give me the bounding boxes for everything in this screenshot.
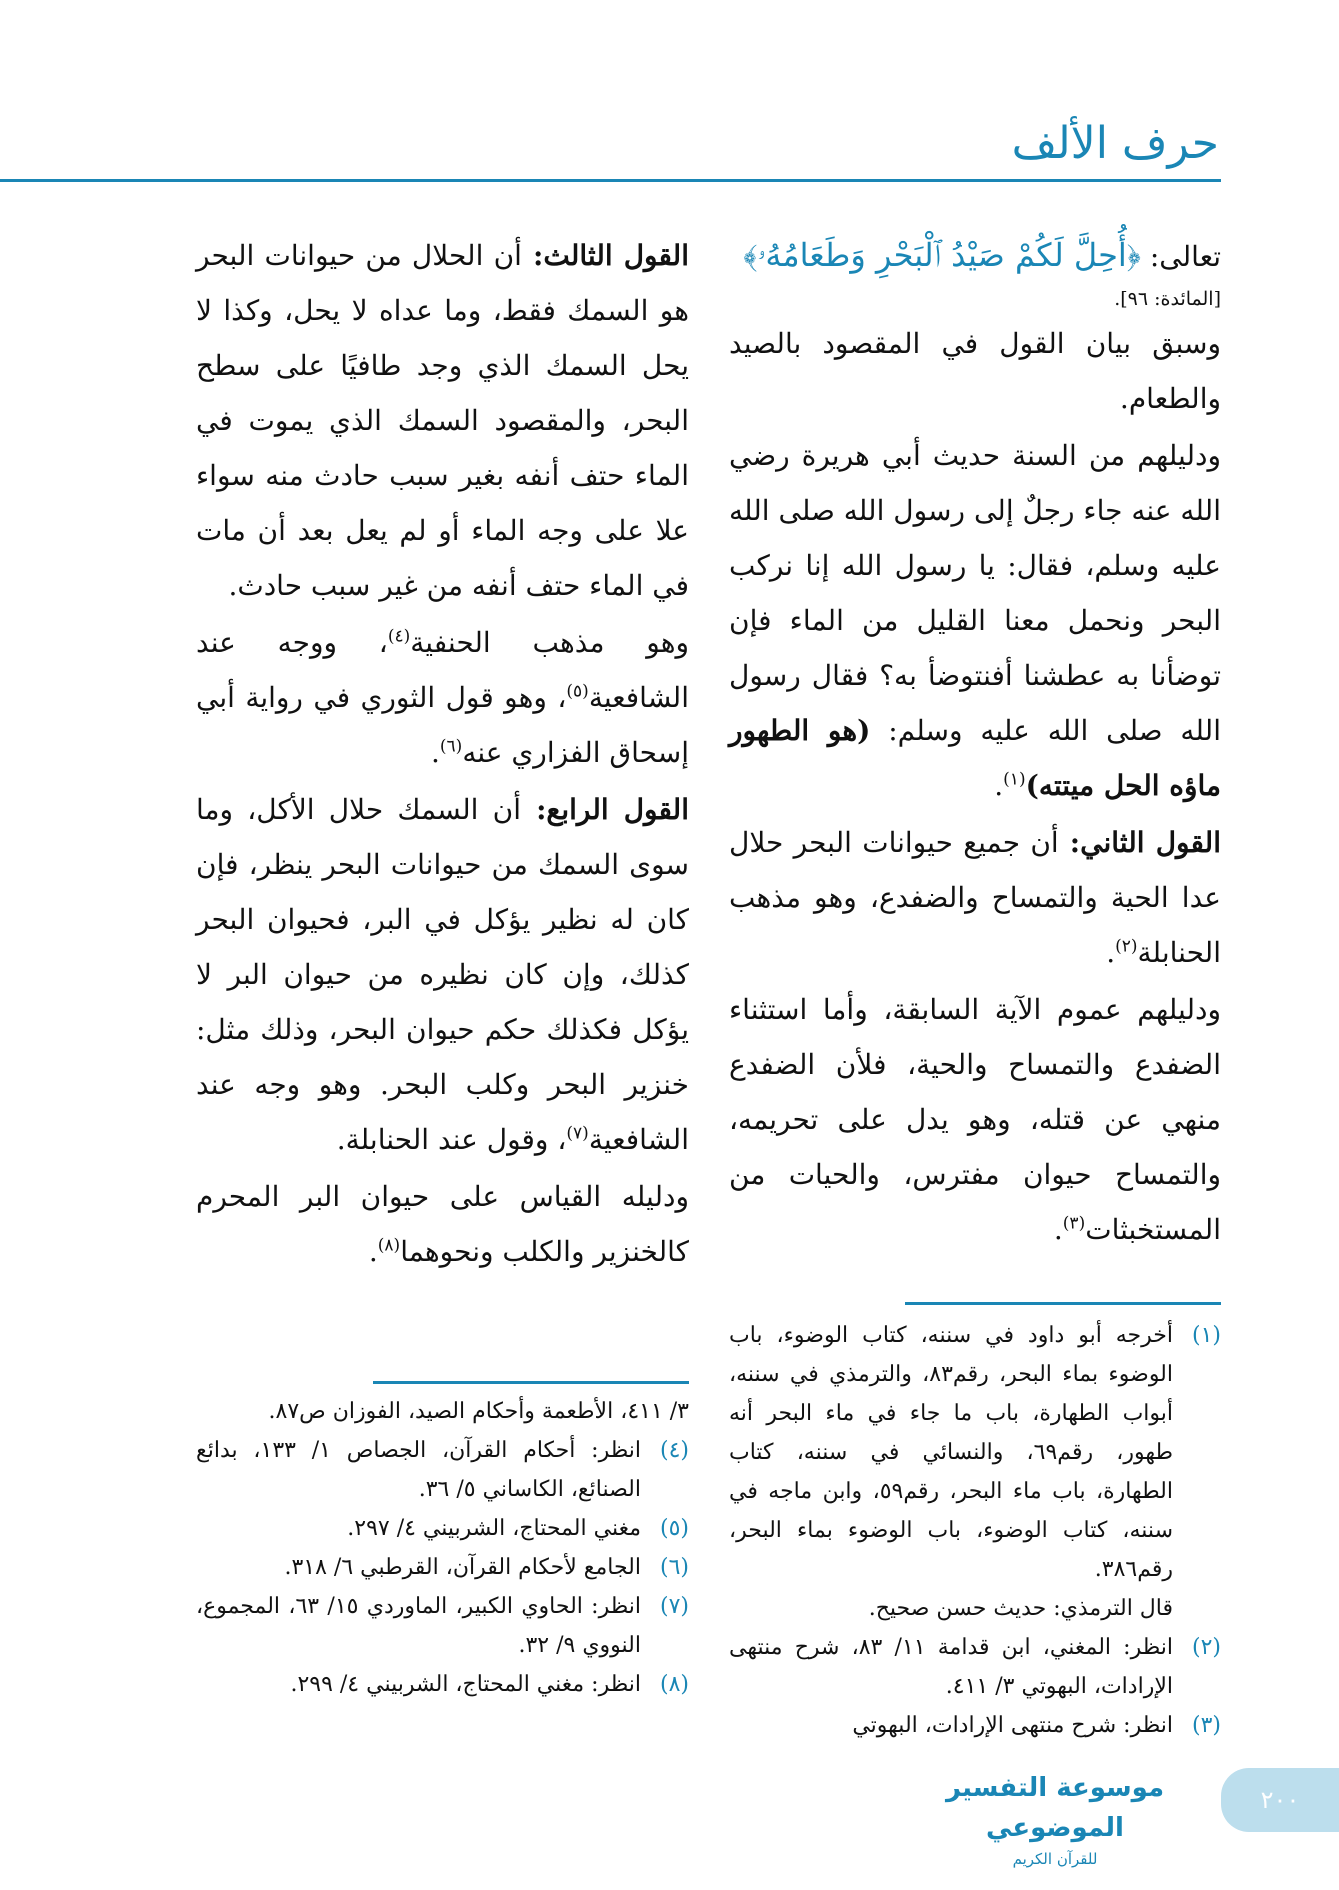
footnote-ref[interactable]: (٣) — [1062, 1213, 1086, 1234]
chapter-title: حرف الألف — [1011, 118, 1219, 169]
text: ودليله القياس على حيوان البر المحرم كالخنزير والكلب ونحوهما — [196, 1180, 689, 1268]
footnote — [196, 1665, 689, 1704]
bold-text: القول الثاني: — [1058, 826, 1221, 859]
text: ودليلهم من السنة حديث أبي هريرة رضي الله عنه جاء رجلٌ إلى رسول الله صلى الله عليه وسلم، فقال: يا رسول الله إنا نركب البحر ونحمل معنا القليل من الماء فإن توضأنا به عطشنا أفنتوضأ به؟ فقال رسول الله صلى الله عليه وسلم: — [728, 439, 1221, 747]
text: وسبق بيان القول في المقصود بالصيد والطعام. — [729, 327, 1221, 415]
verse-reference: [المائدة: ٩٦]. — [1114, 288, 1221, 310]
paragraph — [729, 982, 1221, 1257]
footnote — [196, 1431, 689, 1509]
footnote-text: انظر: شرح منتهى الإرادات، البهوتي — [852, 1713, 1173, 1738]
footnote-number: (٤) — [659, 1438, 689, 1463]
footnote-ref[interactable]: (٨) — [377, 1235, 401, 1256]
page-number: ٢٠٠ — [1221, 1768, 1339, 1832]
footnotes-left — [196, 1392, 689, 1704]
footnote-number — [1183, 1589, 1221, 1628]
text: أن الحلال من حيوانات البحر هو السمك فقط، وما عداه لا يحل، وكذا لا يحل السمك الذي وجد طافيًا على سطح البحر، والمقصود السمك الذي يموت في الماء حتف أنفه بغير سبب حادث منه سواء علا على وجه الماء أو لم يعل بعد أن مات في الماء حتف أنفه من غير سبب حادث. — [196, 239, 689, 602]
text: . — [1106, 936, 1116, 969]
text: ودليلهم عموم الآية السابقة، وأما استثناء الضفدع والتمساح والحية، فلأن الضفدع منهي عن قتله، وهو يدل على تحريمه، والتمساح حيوان مفترس، والحيات من المستخبثات — [729, 993, 1221, 1246]
footnote-ref[interactable]: (٤) — [387, 626, 411, 647]
footnote — [196, 1509, 689, 1548]
bold-text: القول الثالث: — [521, 239, 689, 272]
text: ، وهو قول الثوري في رواية أبي إسحاق الفزاري عنه — [196, 681, 689, 769]
footnote-separator — [373, 1381, 689, 1384]
text: ، وقول عند الحنابلة. — [336, 1123, 567, 1156]
footnote-ref[interactable]: (٧) — [566, 1123, 589, 1144]
text: ، ووجه عند الشافعية — [196, 626, 689, 714]
paragraph — [196, 782, 689, 1167]
footnote — [196, 1587, 689, 1665]
footnote-number: (٦) — [659, 1555, 689, 1580]
footnote — [729, 1628, 1221, 1706]
paragraph — [729, 228, 1221, 314]
bold-text: القول الرابع: — [521, 793, 689, 826]
footnotes-right — [729, 1316, 1221, 1745]
footnote — [729, 1316, 1221, 1589]
paragraph — [729, 815, 1221, 980]
footnote-ref[interactable]: (٥) — [566, 681, 589, 702]
footnote — [729, 1706, 1221, 1745]
footnote-number: (٧) — [659, 1594, 689, 1619]
paragraph — [196, 615, 689, 780]
encyclopedia-logo — [930, 1768, 1180, 1868]
footnote-text: انظر: مغني المحتاج، الشربيني ٤/ ٢٩٩. — [290, 1672, 641, 1697]
text: . — [1053, 1213, 1063, 1246]
text: أن جميع حيوانات البحر حلال عدا الحية والتمساح والضفدع، وهو مذهب الحنابلة — [729, 826, 1221, 969]
footnote-number: (٢) — [1191, 1635, 1221, 1660]
text: . — [430, 736, 440, 769]
footnote-text: انظر: المغني، ابن قدامة ١١/ ٨٣، شرح منتهى الإرادات، البهوتي ٣/ ٤١١. — [729, 1635, 1174, 1699]
footnote-number: (٥) — [659, 1516, 689, 1541]
footnote-text: أخرجه أبو داود في سننه، كتاب الوضوء، باب الوضوء بماء البحر، رقم٨٣، والترمذي في سننه، أبواب الطهارة، باب ما جاء في ماء البحر أنه طهور، رقم٦٩، والنسائي في سننه، كتاب الطهارة، باب ماء البحر، رقم٥٩، وابن ماجه في سننه، كتاب الوضوء، باب الوضوء بماء البحر، رقم٣٨٦. — [729, 1323, 1173, 1582]
footnote-text: انظر: الحاوي الكبير، الماوردي ١٥/ ٦٣، المجموع، النووي ٩/ ٣٢. — [196, 1594, 642, 1658]
footnote-ref[interactable]: (٢) — [1115, 936, 1138, 957]
logo-subtitle: للقرآن الكريم — [1012, 1850, 1098, 1868]
paragraph — [196, 228, 689, 613]
footnote-number: (٨) — [659, 1672, 689, 1697]
header-divider — [0, 179, 1221, 182]
text: . — [994, 769, 1004, 802]
paragraph — [729, 428, 1221, 813]
footnote-number: (١) — [1191, 1323, 1221, 1348]
footnote-ref[interactable]: (٦) — [439, 736, 463, 757]
footnote — [729, 1589, 1221, 1628]
text: . — [368, 1235, 378, 1268]
footnote-text: مغني المحتاج، الشربيني ٤/ ٢٩٧. — [347, 1516, 641, 1541]
footnote-text: انظر: أحكام القرآن، الجصاص ١/ ١٣٣، بدائع الصنائع، الكاساني ٥/ ٣٦. — [196, 1438, 642, 1502]
footnote — [196, 1548, 689, 1587]
footnote-ref[interactable]: (١) — [1003, 769, 1026, 790]
logo-title: موسوعة التفسير الموضوعي — [945, 1773, 1165, 1843]
right-column — [729, 228, 1221, 1259]
left-column — [196, 228, 689, 1281]
text: تعالى: — [1140, 240, 1221, 273]
footnote — [196, 1392, 689, 1431]
text: وهو مذهب الحنفية — [410, 626, 689, 659]
footnote-number: (٣) — [1191, 1713, 1221, 1738]
footnote-text: الجامع لأحكام القرآن، القرطبي ٦/ ٣١٨. — [284, 1555, 641, 1580]
footnote-text: ٣/ ٤١١، الأطعمة وأحكام الصيد، الفوزان ص٨٧. — [268, 1399, 689, 1424]
bold-text: (هو الطهور ماؤه الحل ميتته) — [729, 714, 1221, 802]
text: أن السمك حلال الأكل، وما سوى السمك من حيوانات البحر ينظر، فإن كان له نظير يؤكل في البر، فحيوان البحر كذلك، وإن كان نظيره من حيوان البر لا يؤكل فكذلك حكم حيوان البحر، وذلك مثل: خنزير البحر وكلب البحر. وهو وجه عند الشافعية — [196, 793, 689, 1156]
quran-verse: ﴿أُحِلَّ لَكُمْ صَيْدُ ٱلْبَحْرِ وَطَعَامُهُۥ﴾ — [743, 236, 1141, 274]
footnote-separator — [905, 1302, 1221, 1305]
footnote-text: قال الترمذي: حديث حسن صحيح. — [868, 1596, 1173, 1621]
paragraph — [196, 1169, 689, 1279]
paragraph — [729, 316, 1221, 426]
